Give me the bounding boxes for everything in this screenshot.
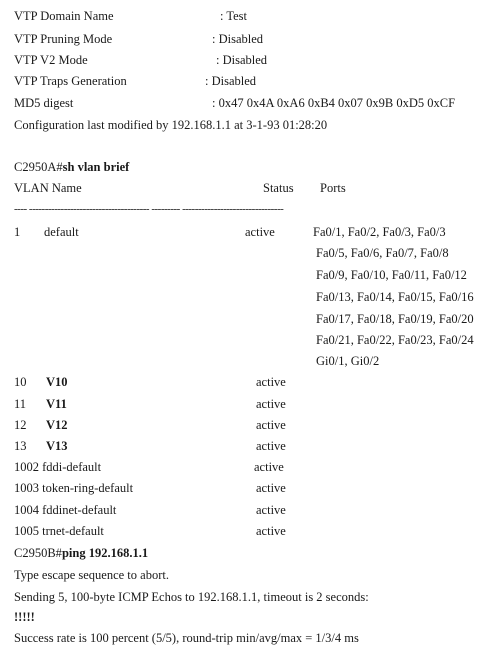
switch-prompt: C2950B# [14, 546, 62, 560]
vlan-default-ports-line: Fa0/5, Fa0/6, Fa0/7, Fa0/8 [316, 246, 449, 260]
vlan-default-name: default [44, 225, 79, 239]
vlan-row-status: active [256, 524, 286, 538]
vlan-row-name: V13 [46, 439, 68, 453]
vlan-row-status: active [256, 418, 286, 432]
md5-digest-label: MD5 digest [14, 96, 74, 110]
vlan-row-1003 [14, 481, 133, 495]
vlan-row-status: active [254, 460, 284, 474]
vlan-row-id: 1005 [14, 524, 39, 538]
vlan-default-id: 1 [14, 225, 21, 239]
ping-command-line [14, 546, 148, 560]
vtp-v2-mode-label: VTP V2 Mode [14, 53, 88, 67]
vlan-default-ports-line: Fa0/21, Fa0/22, Fa0/23, Fa0/24 [316, 333, 474, 347]
ping-command: ping 192.168.1.1 [61, 546, 149, 560]
vlan-row-1004 [14, 503, 116, 517]
vlan-row-name: V12 [46, 418, 68, 432]
ping-success-line: Success rate is 100 percent (5/5), round-trip min/avg/max = 1/3/4 ms [14, 631, 359, 645]
header-status: Status [263, 181, 294, 195]
vlan-row-id: 12 [14, 418, 27, 432]
vlan-default-ports-line: Fa0/13, Fa0/14, Fa0/15, Fa0/16 [316, 290, 474, 304]
ping-sending-line: Sending 5, 100-byte ICMP Echos to 192.168.1.1, timeout is 2 seconds: [14, 590, 369, 604]
vtp-traps-label: VTP Traps Generation [14, 74, 127, 88]
vlan-row-name: token-ring-default [42, 481, 134, 495]
vlan-default-status: active [245, 225, 275, 239]
config-modified-line: Configuration last modified by 192.168.1.1 at 3-1-93 01:28:20 [14, 118, 328, 132]
vtp-pruning-mode-value: : Disabled [212, 32, 264, 46]
vlan-row-status: active [256, 481, 286, 495]
vtp-domain-name-value: : Test [220, 9, 248, 23]
vlan-brief-command-line [14, 160, 129, 174]
vlan-row-id: 1003 [14, 481, 39, 495]
vlan-row-1005 [14, 524, 104, 538]
vlan-row-status: active [256, 397, 286, 411]
vlan-row-name: fddi-default [42, 460, 102, 474]
header-vlan-name: VLAN Name [14, 181, 82, 195]
ping-escape-line: Type escape sequence to abort. [14, 568, 169, 582]
vlan-row-id: 13 [14, 439, 27, 453]
vlan-default-ports-line: Fa0/17, Fa0/18, Fa0/19, Fa0/20 [316, 312, 474, 326]
vlan-default-ports-line: Fa0/1, Fa0/2, Fa0/3, Fa0/3 [313, 225, 446, 239]
vlan-row-id: 1002 [14, 460, 39, 474]
vtp-domain-name-label: VTP Domain Name [14, 9, 114, 23]
vtp-traps-value: : Disabled [205, 74, 257, 88]
vlan-row-name: V10 [46, 375, 68, 389]
vlan-row-status: active [256, 439, 286, 453]
vlan-row-name: V11 [46, 397, 67, 411]
vlan-row-id: 10 [14, 375, 27, 389]
header-ports: Ports [320, 181, 346, 195]
vlan-default-ports-line: Gi0/1, Gi0/2 [316, 354, 380, 368]
vlan-row-status: active [256, 503, 286, 517]
vlan-row-1002 [14, 460, 101, 474]
vlan-row-name: fddinet-default [42, 503, 117, 517]
vlan-row-id: 1004 [14, 503, 39, 517]
vlan-row-name: trnet-default [42, 524, 104, 538]
vtp-pruning-mode-label: VTP Pruning Mode [14, 32, 113, 46]
table-separator: ---- -------------------------------------- --------- -------------------------------- [14, 203, 284, 215]
md5-digest-value: : 0x47 0x4A 0xA6 0xB4 0x07 0x9B 0xD5 0xCF [212, 96, 456, 110]
vlan-brief-command: sh vlan brief [62, 160, 130, 174]
vlan-default-ports-line: Fa0/9, Fa0/10, Fa0/11, Fa0/12 [316, 268, 467, 282]
vtp-v2-mode-value: : Disabled [216, 53, 268, 67]
vlan-row-id: 11 [14, 397, 27, 411]
vlan-row-status: active [256, 375, 286, 389]
switch-prompt: C2950A# [14, 160, 63, 174]
ping-result-marks: !!!!! [14, 610, 35, 624]
